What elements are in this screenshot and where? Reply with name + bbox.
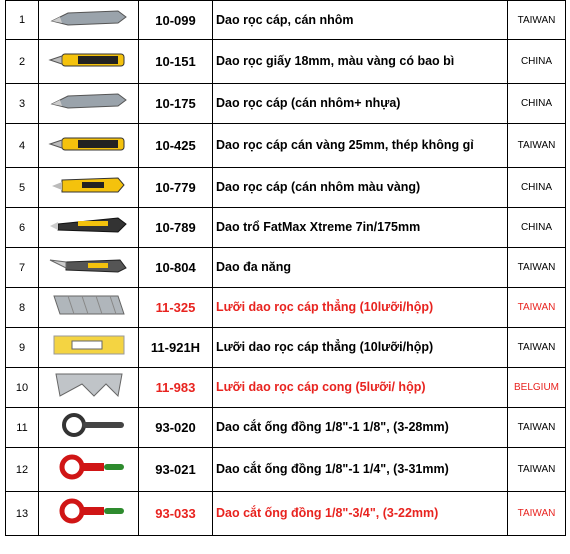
row-number: 4: [6, 124, 39, 168]
product-image: [39, 1, 139, 40]
product-origin: BELGIUM: [508, 368, 566, 408]
product-code: 10-175: [139, 84, 213, 124]
table-row: [6, 492, 566, 536]
product-image: [39, 168, 139, 208]
product-origin: TAIWAN: [508, 124, 566, 168]
row-number: 3: [6, 84, 39, 124]
table-row: [6, 248, 566, 288]
folding-knife-icon: [48, 267, 130, 284]
snap-off-knife-icon: [48, 145, 130, 162]
product-description: Dao rọc cáp (cán nhôm màu vàng): [213, 168, 508, 208]
product-description: Dao cắt ống đồng 1/8"-1 1/4", (3-31mm): [213, 448, 508, 492]
red-tube-cutter-icon: [48, 513, 130, 530]
product-origin: TAIWAN: [508, 492, 566, 536]
product-description: Dao cắt ống đồng 1/8"-3/4", (3-22mm): [213, 492, 508, 536]
product-description: Lưỡi dao rọc cáp cong (5lưỡi/ hộp): [213, 368, 508, 408]
hook-blade-icon: [48, 387, 130, 404]
product-code: 10-789: [139, 208, 213, 248]
table-row: [6, 408, 566, 448]
tube-cutter-icon: [48, 427, 130, 444]
table-row: [6, 168, 566, 208]
product-image: [39, 448, 139, 492]
product-description: Dao rọc cáp cán vàng 25mm, thép không gỉ: [213, 124, 508, 168]
product-origin: CHINA: [508, 84, 566, 124]
product-code: 11-325: [139, 288, 213, 328]
table-row: [6, 208, 566, 248]
product-origin: TAIWAN: [508, 448, 566, 492]
row-number: 8: [6, 288, 39, 328]
product-origin: TAIWAN: [508, 328, 566, 368]
product-code: 10-804: [139, 248, 213, 288]
table-row: [6, 1, 566, 40]
product-origin: TAIWAN: [508, 1, 566, 40]
product-code: 93-021: [139, 448, 213, 492]
product-image: [39, 288, 139, 328]
row-number: 13: [6, 492, 39, 536]
row-number: 6: [6, 208, 39, 248]
product-code: 11-921H: [139, 328, 213, 368]
product-image: [39, 368, 139, 408]
product-code: 10-779: [139, 168, 213, 208]
product-description: Dao rọc cáp, cán nhôm: [213, 1, 508, 40]
product-origin: TAIWAN: [508, 408, 566, 448]
product-image: [39, 408, 139, 448]
table-row: [6, 124, 566, 168]
row-number: 11: [6, 408, 39, 448]
product-description: Dao cắt ống đồng 1/8"-1 1/8", (3-28mm): [213, 408, 508, 448]
product-origin: CHINA: [508, 208, 566, 248]
yellow-knife-icon: [48, 187, 130, 204]
row-number: 10: [6, 368, 39, 408]
snap-off-knife-icon: [48, 61, 130, 78]
product-code: 93-033: [139, 492, 213, 536]
red-tube-cutter-icon: [48, 469, 130, 486]
product-code: 10-425: [139, 124, 213, 168]
table-row: [6, 288, 566, 328]
utility-knife-icon: [48, 20, 130, 37]
product-image: [39, 248, 139, 288]
utility-knife-icon: [48, 103, 130, 120]
product-code: 11-983: [139, 368, 213, 408]
row-number: 2: [6, 40, 39, 84]
product-origin: TAIWAN: [508, 248, 566, 288]
table-row: [6, 84, 566, 124]
product-code: 10-099: [139, 1, 213, 40]
product-description: Lưỡi dao rọc cáp thẳng (10lưỡi/hộp): [213, 288, 508, 328]
row-number: 7: [6, 248, 39, 288]
row-number: 5: [6, 168, 39, 208]
product-code: 93-020: [139, 408, 213, 448]
product-description: Dao trổ FatMax Xtreme 7in/175mm: [213, 208, 508, 248]
table-row: [6, 328, 566, 368]
table-row: [6, 448, 566, 492]
product-origin: TAIWAN: [508, 288, 566, 328]
table-row: [6, 40, 566, 84]
table-row: [6, 368, 566, 408]
product-description: Lưỡi dao rọc cáp thẳng (10lưỡi/hộp): [213, 328, 508, 368]
product-description: Dao rọc cáp (cán nhôm+ nhựa): [213, 84, 508, 124]
row-number: 12: [6, 448, 39, 492]
product-code: 10-151: [139, 40, 213, 84]
product-image: [39, 492, 139, 536]
blade-pack-icon: [48, 347, 130, 364]
fatmax-knife-icon: [48, 227, 130, 244]
blade-icon: [48, 307, 130, 324]
product-origin: CHINA: [508, 168, 566, 208]
row-number: 9: [6, 328, 39, 368]
product-table: [5, 0, 566, 536]
product-image: [39, 208, 139, 248]
product-origin: CHINA: [508, 40, 566, 84]
product-image: [39, 40, 139, 84]
product-image: [39, 124, 139, 168]
product-description: Dao rọc giấy 18mm, màu vàng có bao bì: [213, 40, 508, 84]
product-image: [39, 84, 139, 124]
product-description: Dao đa năng: [213, 248, 508, 288]
row-number: 1: [6, 1, 39, 40]
product-image: [39, 328, 139, 368]
